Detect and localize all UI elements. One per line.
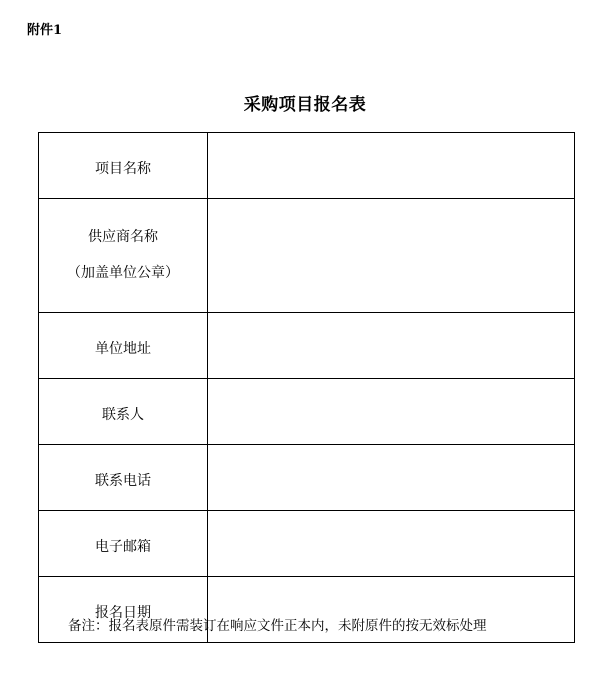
- table-row-project-name: [39, 133, 575, 199]
- field-label: 项目名称: [95, 161, 151, 178]
- attachment-label: 附件1: [27, 23, 63, 38]
- label-cell-email: [39, 511, 208, 577]
- field-label: 单位地址: [95, 341, 151, 358]
- field-label: 电子邮箱: [95, 539, 151, 556]
- footer-note: 备注：报名表原件需装订在响应文件正本内，未附原件的按无效标处理: [68, 618, 487, 634]
- label-cell-supplier-name: [39, 199, 208, 313]
- table-row-email: [39, 511, 575, 577]
- label-cell-contact-person: [39, 379, 208, 445]
- table-row-phone: [39, 445, 575, 511]
- field-sublabel: （加盖单位公章）: [67, 265, 179, 281]
- label-cell-phone: [39, 445, 208, 511]
- field-value-supplier-name[interactable]: [208, 199, 575, 313]
- table-row-contact-person: [39, 379, 575, 445]
- field-label: 报名日期: [95, 605, 151, 622]
- field-value-email[interactable]: [208, 511, 575, 577]
- field-value-project-name[interactable]: [208, 133, 575, 199]
- field-label: 联系电话: [95, 473, 151, 490]
- field-label: 联系人: [102, 407, 144, 424]
- table-row-supplier-name: [39, 199, 575, 313]
- table-row-address: [39, 313, 575, 379]
- field-value-address[interactable]: [208, 313, 575, 379]
- field-label: 供应商名称: [88, 229, 158, 246]
- field-value-contact-person[interactable]: [208, 379, 575, 445]
- label-cell-project-name: [39, 133, 208, 199]
- field-value-phone[interactable]: [208, 445, 575, 511]
- registration-form-table: [38, 132, 575, 643]
- page-title: 采购项目报名表: [243, 95, 367, 115]
- label-cell-address: [39, 313, 208, 379]
